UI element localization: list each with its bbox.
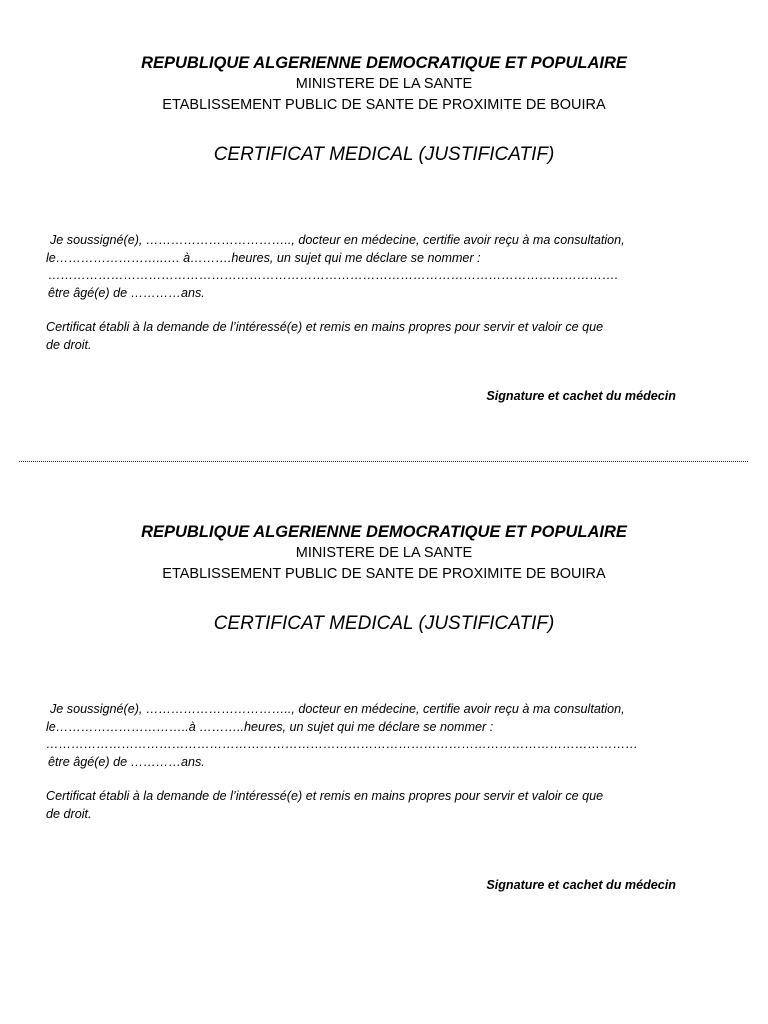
date-time-line: le……………………..…. à……….heures, un sujet qui me déclare se nommer : <box>46 250 481 265</box>
certificate-body <box>0 701 768 823</box>
doctor-statement-line: Je soussigné(e), …………………………….., docteur en médecine, certifie avoir reçu à ma consultation, <box>50 702 625 716</box>
patient-name-line: ………………………………………………………………………………………………………………………. <box>48 268 619 282</box>
cut-line-divider <box>19 461 748 462</box>
republic-heading: REPUBLIQUE ALGERIENNE DEMOCRATIQUE ET POPULAIRE <box>141 523 627 541</box>
certificate-body <box>0 232 768 354</box>
certificate-note-line-end: de droit. <box>46 806 92 821</box>
ministry-heading: MINISTERE DE LA SANTE <box>295 545 473 561</box>
doctor-signature-label: Signature et cachet du médecin <box>486 878 676 892</box>
certificate-note-line: Certificat établi à la demande de l’intéressé(e) et remis en mains propres pour servir et valoir ce que <box>46 320 604 334</box>
certificate-bottom <box>0 521 768 892</box>
ministry-heading: MINISTERE DE LA SANTE <box>295 76 473 92</box>
patient-age-line: être âgé(e) de …………ans. <box>48 285 205 300</box>
patient-name-line: …………………………………………………………………………………………………………………………… <box>46 737 638 751</box>
patient-age-line: être âgé(e) de …………ans. <box>48 754 205 769</box>
certificate-title: CERTIFICAT MEDICAL (JUSTIFICATIF) <box>213 613 555 634</box>
establishment-heading: ETABLISSEMENT PUBLIC DE SANTE DE PROXIMITE DE BOUIRA <box>162 97 606 113</box>
date-time-line: le…………………………..à ………..heures, un sujet qui me déclare se nommer : <box>46 719 494 734</box>
doctor-signature-label: Signature et cachet du médecin <box>486 389 676 403</box>
establishment-heading: ETABLISSEMENT PUBLIC DE SANTE DE PROXIMITE DE BOUIRA <box>162 566 606 582</box>
republic-heading: REPUBLIQUE ALGERIENNE DEMOCRATIQUE ET POPULAIRE <box>141 54 627 72</box>
certificate-top <box>0 52 768 403</box>
certificate-title: CERTIFICAT MEDICAL (JUSTIFICATIF) <box>213 144 555 165</box>
certificate-note-line: Certificat établi à la demande de l’intéressé(e) et remis en mains propres pour servir et valoir ce que <box>46 789 604 803</box>
certificate-note-line-end: de droit. <box>46 337 92 352</box>
doctor-statement-line: Je soussigné(e), …………………………….., docteur en médecine, certifie avoir reçu à ma consultation, <box>50 233 625 247</box>
